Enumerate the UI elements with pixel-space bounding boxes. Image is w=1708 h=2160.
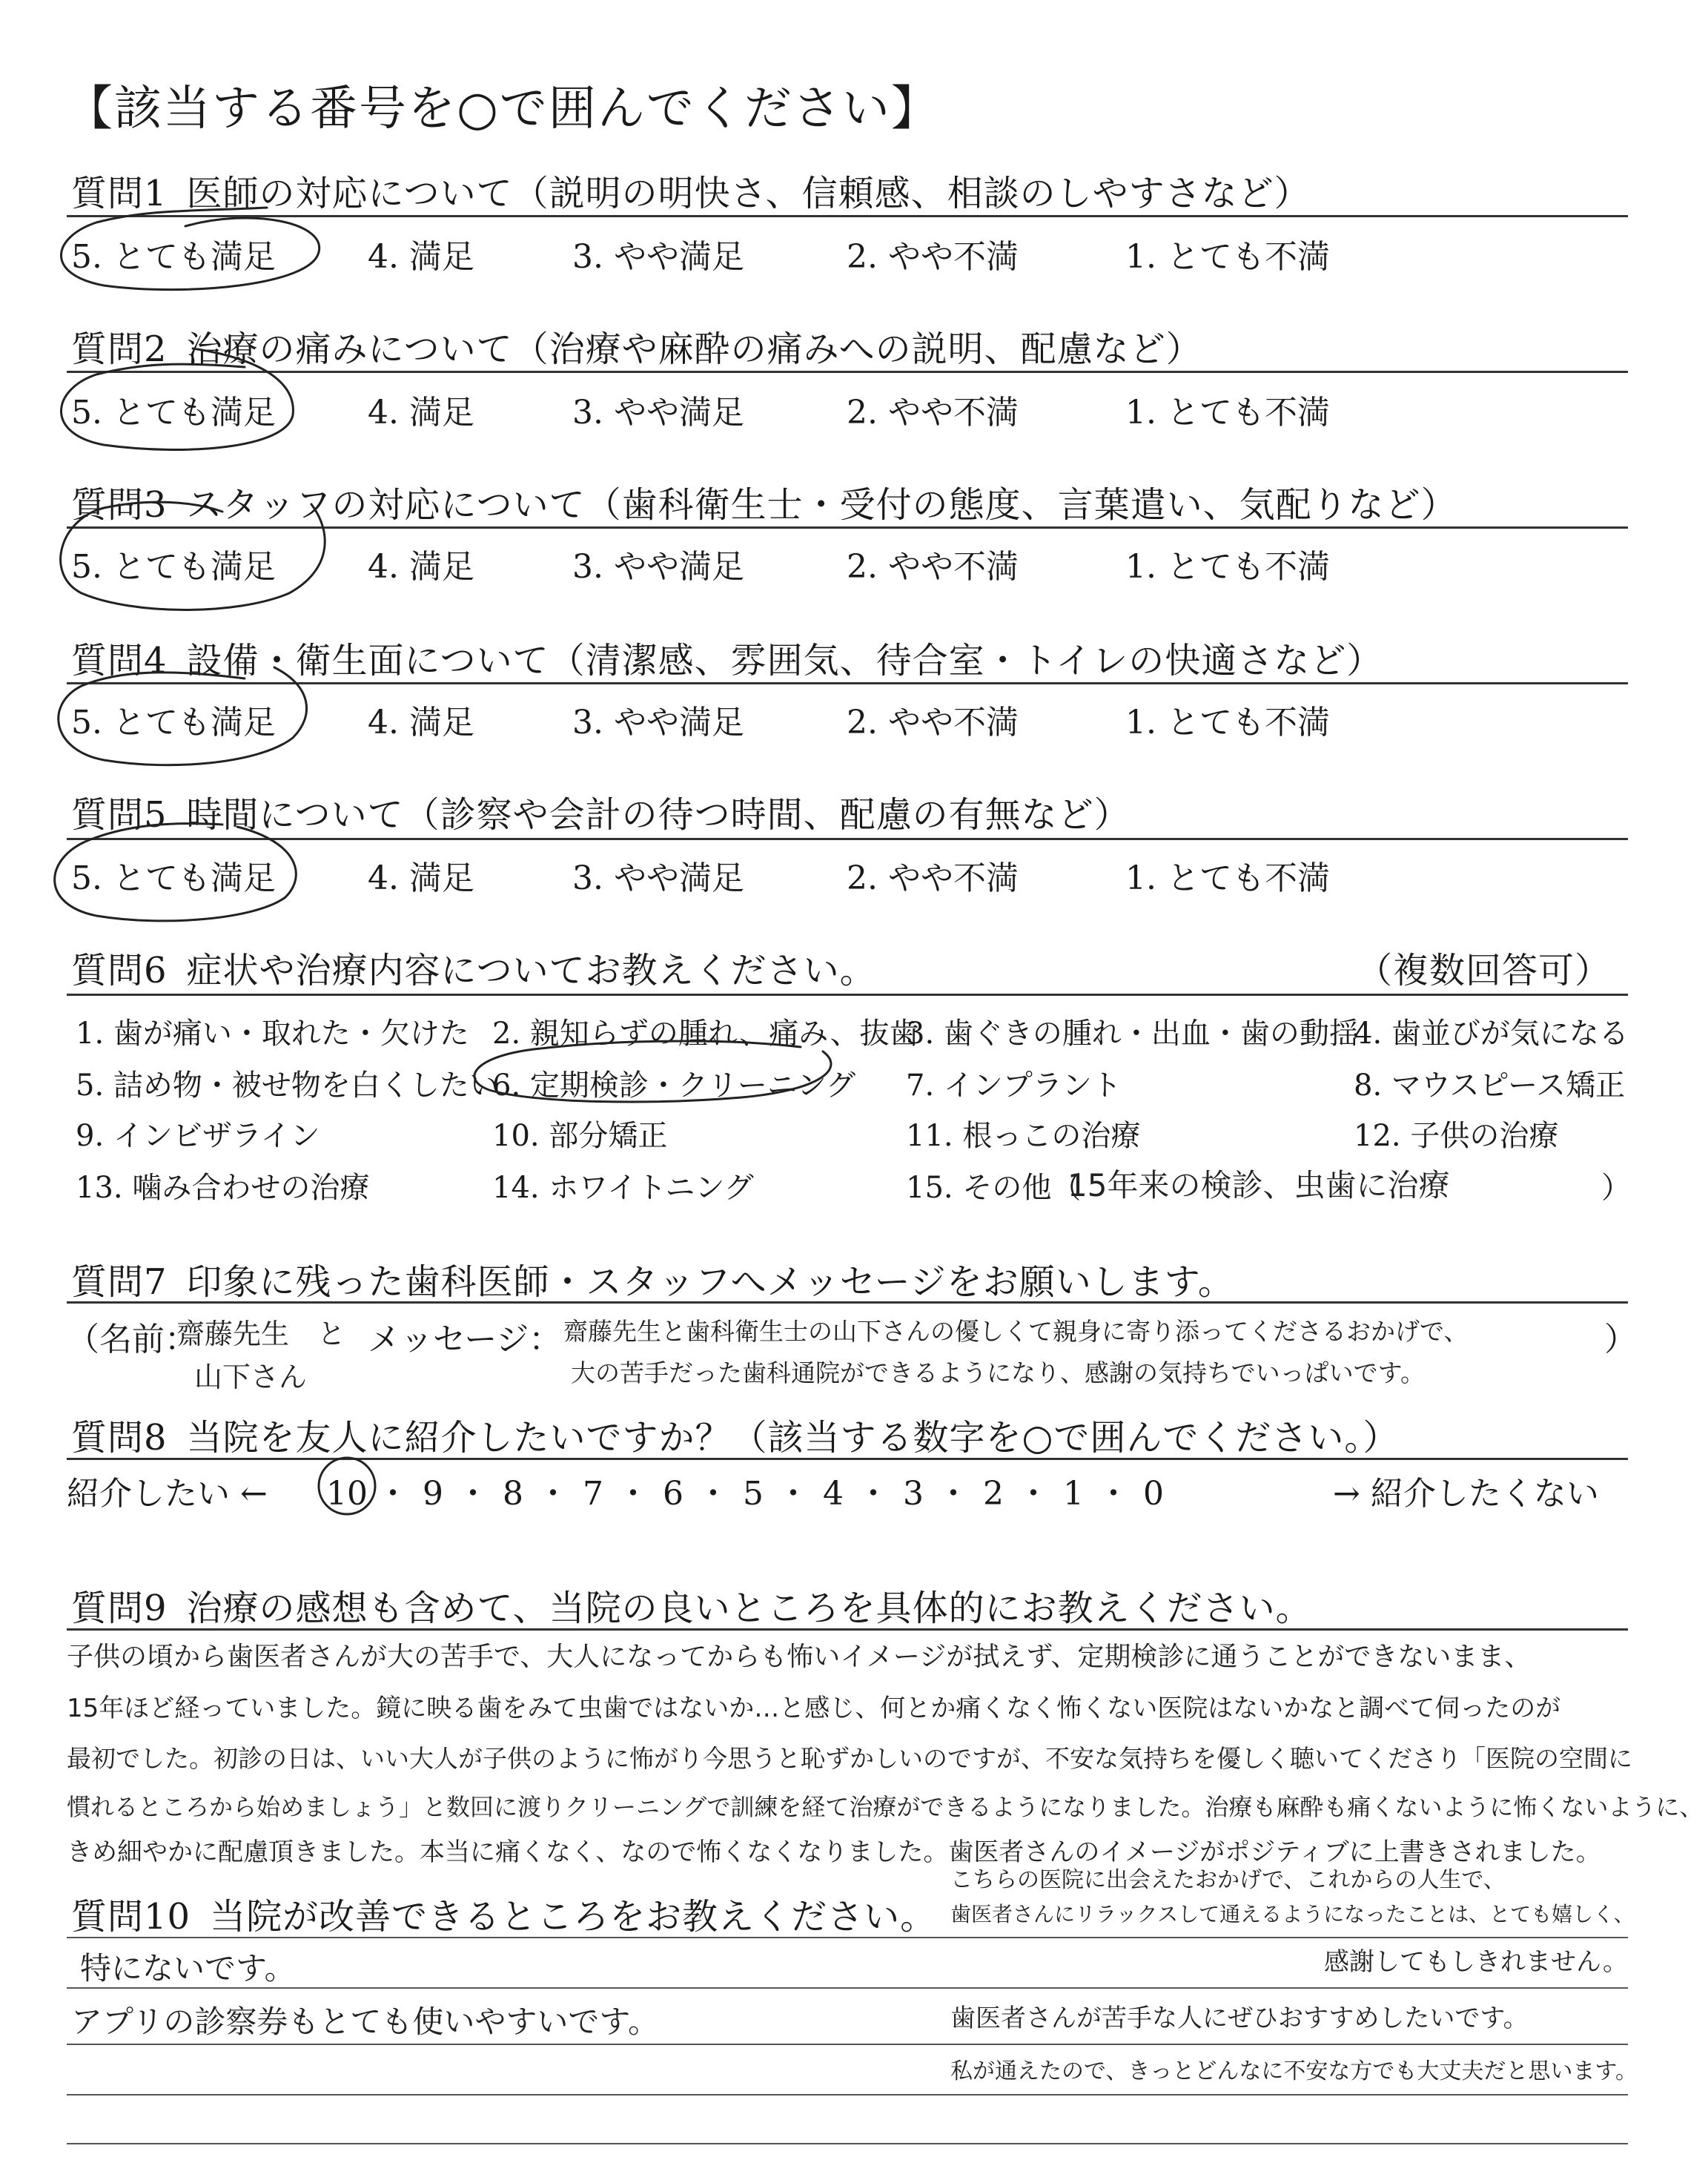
- q6-selection-circle: [474, 1041, 831, 1102]
- q8-scale-separator: ・: [697, 1475, 729, 1513]
- q8-scale-value-4[interactable]: 4: [823, 1475, 844, 1513]
- question-5-title: 時間について（診察や会計の待つ時間、配慮の有無など）: [186, 794, 1131, 836]
- q10-side-line-4[interactable]: 歯医者さんが苦手な人にぜひおすすめしたいです。: [950, 2004, 1529, 2033]
- q1-option-3[interactable]: 3. やや満足: [572, 238, 744, 276]
- q8-scale-value-9[interactable]: 9: [423, 1475, 443, 1513]
- question-4-title: 設備・衛生面について（清潔感、雰囲気、待合室・トイレの快適さなど）: [186, 640, 1383, 681]
- q2-option-1[interactable]: 1. とても不満: [1125, 394, 1330, 432]
- question-2-number: 質問2: [71, 328, 168, 370]
- q1-selection-circle: [62, 208, 320, 290]
- q4-option-4[interactable]: 4. 満足: [368, 704, 474, 742]
- q4-selection-circle: [59, 667, 307, 765]
- q8-scale-separator: ・: [857, 1475, 890, 1513]
- q7-name-line2[interactable]: 山下さん: [194, 1361, 308, 1393]
- q6-option-13[interactable]: 13. 噛み合わせの治療: [76, 1171, 370, 1205]
- q6-option-12[interactable]: 12. 子供の治療: [1354, 1119, 1559, 1153]
- q8-scale-separator: ・: [1017, 1475, 1050, 1513]
- question-1-number: 質問1: [71, 173, 168, 214]
- q1-option-2[interactable]: 2. やや不満: [847, 238, 1019, 276]
- page-title: 【該当する番号を○で囲んでください】: [65, 82, 940, 136]
- q2-selection-circle: [62, 349, 294, 450]
- q1-option-5[interactable]: 5. とても満足: [71, 238, 276, 276]
- question-4-number: 質問4: [71, 640, 168, 681]
- question-8-title: 当院を友人に紹介したいですか？（該当する数字を○で囲んでください。）: [186, 1417, 1400, 1459]
- q6-option-2[interactable]: 2. 親知らずの腫れ、痛み、抜歯: [492, 1017, 919, 1051]
- q8-scale-separator: ・: [617, 1475, 649, 1513]
- q8-scale-value-8[interactable]: 8: [503, 1475, 523, 1513]
- question-10-number: 質問10: [71, 1896, 191, 1938]
- question-8-number: 質問8: [71, 1417, 168, 1459]
- question-7-number: 質問7: [71, 1261, 168, 1303]
- q6-other-text[interactable]: 15年来の検診、虫歯に治療: [1068, 1167, 1450, 1203]
- q9-line-1[interactable]: 子供の頃から歯医者さんが大の苦手で、大人になってからも怖いイメージが拭えず、定期検診に通うことができないまま、: [67, 1642, 1532, 1672]
- q6-option-3[interactable]: 3. 歯ぐきの腫れ・出血・歯の動揺: [906, 1017, 1359, 1051]
- q6-option-8[interactable]: 8. マウスピース矯正: [1354, 1069, 1626, 1103]
- q8-scale-value-1[interactable]: 1: [1063, 1475, 1084, 1513]
- q8-right-label: → 紹介したくない: [1333, 1475, 1599, 1513]
- q8-scale-separator: ・: [777, 1475, 810, 1513]
- question-9-title: 治療の感想も含めて、当院の良いところを具体的にお教えください。: [186, 1588, 1312, 1629]
- q8-selection-circle: [319, 1458, 375, 1514]
- q5-option-2[interactable]: 2. やや不満: [847, 859, 1019, 897]
- q4-option-3[interactable]: 3. やや満足: [572, 704, 744, 742]
- question-6-title: 症状や治療内容についてお教えください。: [186, 950, 876, 991]
- question-9-number: 質問9: [71, 1588, 168, 1629]
- q8-left-label: 紹介したい ←: [67, 1475, 268, 1513]
- question-1-title: 医師の対応について（説明の明快さ、信頼感、相談のしやすさなど）: [186, 173, 1311, 214]
- q6-option-15-label[interactable]: 15. その他（: [906, 1171, 1082, 1205]
- q6-option-7[interactable]: 7. インプラント: [906, 1069, 1122, 1103]
- q8-scale-value-7[interactable]: 7: [583, 1475, 603, 1513]
- q3-option-3[interactable]: 3. やや満足: [572, 548, 744, 586]
- q6-option-10[interactable]: 10. 部分矯正: [492, 1119, 668, 1153]
- q8-scale-value-0[interactable]: 0: [1143, 1475, 1164, 1513]
- q8-scale-separator: ・: [377, 1475, 409, 1513]
- q10-line-1[interactable]: 特にないです。: [80, 1950, 296, 1986]
- q8-scale-value-2[interactable]: 2: [983, 1475, 1004, 1513]
- q7-close: ）: [1604, 1321, 1637, 1358]
- q10-line-2[interactable]: アプリの診察券もとても使いやすいです。: [71, 2004, 659, 2040]
- q2-option-2[interactable]: 2. やや不満: [847, 394, 1019, 432]
- question-6-number: 質問6: [71, 950, 168, 991]
- q8-scale-separator: ・: [937, 1475, 970, 1513]
- q6-option-5[interactable]: 5. 詰め物・被せ物を白くしたい: [76, 1069, 499, 1103]
- q9-line-2[interactable]: 15年ほど経っていました。鏡に映る歯をみて虫歯ではないか…と感じ、何とか痛くなく怖くない医院はないかなと調べて伺ったのが: [67, 1694, 1561, 1723]
- q8-scale-value-5[interactable]: 5: [743, 1475, 764, 1513]
- q10-side-line-1[interactable]: こちらの医院に出会えたおかげで、これからの人生で、: [950, 1867, 1506, 1893]
- q3-option-1[interactable]: 1. とても不満: [1125, 548, 1330, 586]
- q3-selection-circle: [61, 502, 325, 610]
- q5-option-3[interactable]: 3. やや満足: [572, 859, 744, 897]
- q10-side-line-3[interactable]: 感謝してもしきれません。: [1324, 1947, 1629, 1977]
- q3-option-4[interactable]: 4. 満足: [368, 548, 474, 586]
- q4-option-2[interactable]: 2. やや不満: [847, 704, 1019, 742]
- q5-option-5[interactable]: 5. とても満足: [71, 859, 276, 897]
- q8-scale-separator: ・: [537, 1475, 569, 1513]
- q10-side-line-5[interactable]: 私が通えたので、きっとどんなに不安な方でも大丈夫だと思います。: [950, 2058, 1638, 2084]
- q8-scale-separator: ・: [1097, 1475, 1130, 1513]
- q6-option-11[interactable]: 11. 根っこの治療: [906, 1119, 1141, 1153]
- question-3-number: 質問3: [71, 484, 168, 526]
- q2-option-3[interactable]: 3. やや満足: [572, 394, 744, 432]
- q2-option-4[interactable]: 4. 満足: [368, 394, 474, 432]
- q7-message-line2[interactable]: 大の苦手だった歯科通院ができるようになり、感謝の気持ちでいっぱいです。: [571, 1358, 1426, 1387]
- q5-option-4[interactable]: 4. 満足: [368, 859, 474, 897]
- q6-other-close: ）: [1601, 1171, 1631, 1205]
- q5-selection-circle: [55, 824, 297, 921]
- q3-option-2[interactable]: 2. やや不満: [847, 548, 1019, 586]
- q2-option-5[interactable]: 5. とても満足: [71, 394, 276, 432]
- q5-option-1[interactable]: 1. とても不満: [1125, 859, 1330, 897]
- q9-line-4[interactable]: 慣れるところから始めましょう」と数回に渡りクリーニングで訓練を経て治療ができるようになりました。治療も麻酔も痛くないように怖くないように、: [67, 1793, 1704, 1821]
- q9-line-5[interactable]: きめ細やかに配慮頂きました。本当に痛くなく、なので怖くなくなりました。歯医者さんのイメージがポジティブに上書きされました。: [67, 1837, 1601, 1867]
- question-2-title: 治療の痛みについて（治療や麻酔の痛みへの説明、配慮など）: [186, 328, 1202, 370]
- q9-line-3[interactable]: 最初でした。初診の日は、いい大人が子供のように怖がり今思うと恥ずかしいのですが、不安な気持ちを優しく聴いてくださり「医院の空間に: [67, 1744, 1632, 1773]
- q4-option-1[interactable]: 1. とても不満: [1125, 704, 1330, 742]
- q6-option-4[interactable]: 4. 歯並びが気になる: [1354, 1017, 1629, 1051]
- q1-option-4[interactable]: 4. 満足: [368, 238, 474, 276]
- question-3-title: スタッフの対応について（歯科衛生士・受付の態度、言葉遣い、気配りなど）: [186, 484, 1457, 526]
- q6-option-9[interactable]: 9. インビザライン: [76, 1119, 320, 1153]
- q6-option-6[interactable]: 6. 定期検診・クリーニング: [492, 1069, 856, 1103]
- q7-name-label: （名前：: [67, 1321, 197, 1358]
- q6-option-1[interactable]: 1. 歯が痛い・取れた・欠けた: [76, 1017, 469, 1051]
- q1-option-1[interactable]: 1. とても不満: [1125, 238, 1330, 276]
- q7-message-label: メッセージ：: [368, 1321, 562, 1358]
- q3-option-5[interactable]: 5. とても満足: [71, 548, 276, 586]
- q8-scale-value-3[interactable]: 3: [903, 1475, 924, 1513]
- q8-scale-value-10[interactable]: 10: [326, 1475, 368, 1513]
- q8-scale-separator: ・: [457, 1475, 489, 1513]
- q7-name-line1[interactable]: 齋藤先生 と: [176, 1318, 346, 1350]
- q4-option-5[interactable]: 5. とても満足: [71, 704, 276, 742]
- q8-scale-value-6[interactable]: 6: [663, 1475, 683, 1513]
- question-6-note: （複数回答可）: [1357, 950, 1612, 991]
- question-7-title: 印象に残った歯科医師・スタッフへメッセージをお願いします。: [186, 1261, 1234, 1303]
- q10-side-line-2[interactable]: 歯医者さんにリラックスして通えるようになったことは、とても嬉しく、: [950, 1902, 1635, 1926]
- q6-option-14[interactable]: 14. ホワイトニング: [492, 1171, 754, 1205]
- question-10-title: 当院が改善できるところをお教えください。: [210, 1896, 937, 1938]
- q7-message-line1[interactable]: 齋藤先生と歯科衛生士の山下さんの優しくて親身に寄り添ってくださるおかげで、: [563, 1317, 1469, 1346]
- question-5-number: 質問5: [71, 794, 168, 836]
